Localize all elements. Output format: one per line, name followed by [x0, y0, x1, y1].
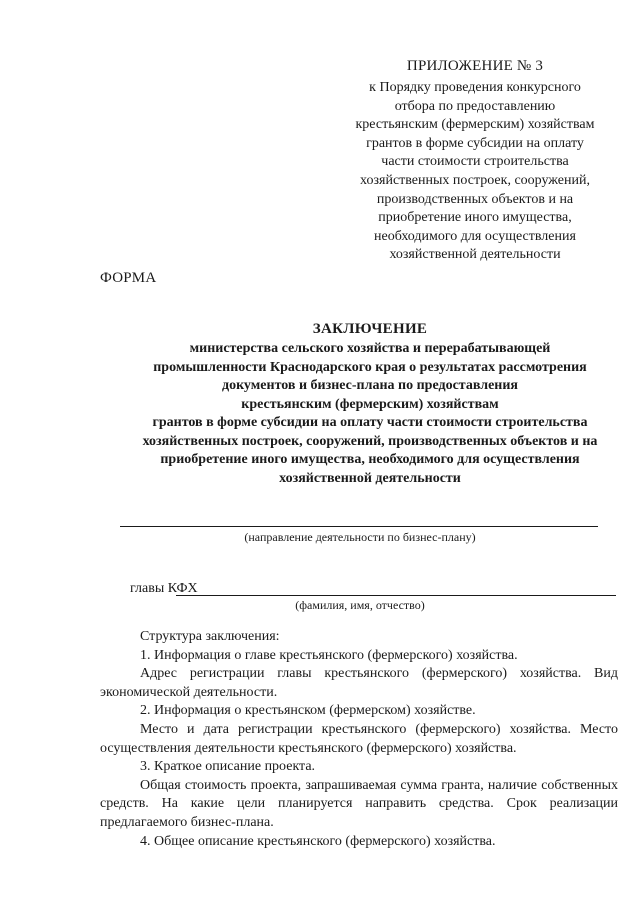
heading-title: ЗАКЛЮЧЕНИЕ	[312, 321, 428, 337]
structure-paragraph: 3. Краткое описание проекта.	[140, 759, 316, 775]
heading-line: грантов в форме субсидии на оплату части стоимости строительства	[152, 415, 588, 430]
direction-blank-line[interactable]	[120, 526, 598, 527]
heading-line: промышленности Краснодарского края о результатах рассмотрения	[153, 359, 587, 375]
structure-paragraph: 2. Информация о крестьянском (фермерском) хозяйстве.	[140, 703, 476, 719]
appendix-line: отбора по предоставлению	[394, 98, 556, 114]
appendix-title: ПРИЛОЖЕНИЕ № 3	[406, 58, 544, 74]
appendix-line: хозяйственной деятельности	[389, 247, 561, 263]
appendix-subtitle	[330, 79, 620, 265]
structure-section	[100, 628, 618, 851]
direction-caption: (направление деятельности по бизнес-плану)	[244, 530, 476, 544]
appendix-line: крестьянским (фермерским) хозяйствам	[355, 117, 595, 133]
appendix-line: необходимого для осуществления	[374, 228, 576, 244]
heading-line: документов и бизнес-плана по предоставления	[221, 378, 518, 393]
structure-paragraph: Структура заключения:	[140, 629, 280, 644]
appendix-line: грантов в форме субсидии на оплату	[366, 135, 584, 151]
structure-paragraph: Место и дата регистрации крестьянского (фермерского) хозяйства. Место осуществления деятельности крестьянского (фермерского) хозяйства.	[100, 721, 618, 756]
appendix-line: к Порядку проведения конкурсного	[369, 80, 581, 95]
head-name-caption: (фамилия, имя, отчество)	[295, 598, 425, 612]
structure-paragraph: Общая стоимость проекта, запрашиваемая сумма гранта, наличие собственных средств. На какие цели планируется направить средства. Срок реализации предлагаемого бизнес-плана.	[100, 777, 618, 830]
appendix-line: хозяйственных построек, сооружений,	[360, 172, 590, 188]
document-heading	[90, 320, 640, 488]
heading-line: хозяйственной деятельности	[279, 470, 461, 486]
heading-line: министерства сельского хозяйства и перерабатывающей	[189, 341, 551, 356]
heading-line: хозяйственных построек, сооружений, производственных объектов и на	[142, 433, 598, 449]
head-name-blank-line[interactable]	[176, 595, 616, 596]
form-label: ФОРМА	[100, 270, 157, 286]
heading-line: приобретение иного имущества, необходимого для осуществления	[160, 452, 580, 467]
structure-paragraph: 4. Общее описание крестьянского (фермерского) хозяйства.	[140, 833, 496, 849]
structure-paragraph: 1. Информация о главе крестьянского (фермерского) хозяйства.	[140, 647, 518, 663]
appendix-line: приобретение иного имущества,	[378, 210, 572, 226]
appendix-line: части стоимости строительства	[381, 154, 569, 170]
appendix-line: производственных объектов и на	[376, 191, 574, 207]
head-label: главы КФХ	[130, 581, 198, 596]
structure-paragraph: Адрес регистрации главы крестьянского (фермерского) хозяйства. Вид экономической деятельности.	[100, 666, 618, 700]
heading-line: крестьянским (фермерским) хозяйствам	[241, 396, 499, 412]
